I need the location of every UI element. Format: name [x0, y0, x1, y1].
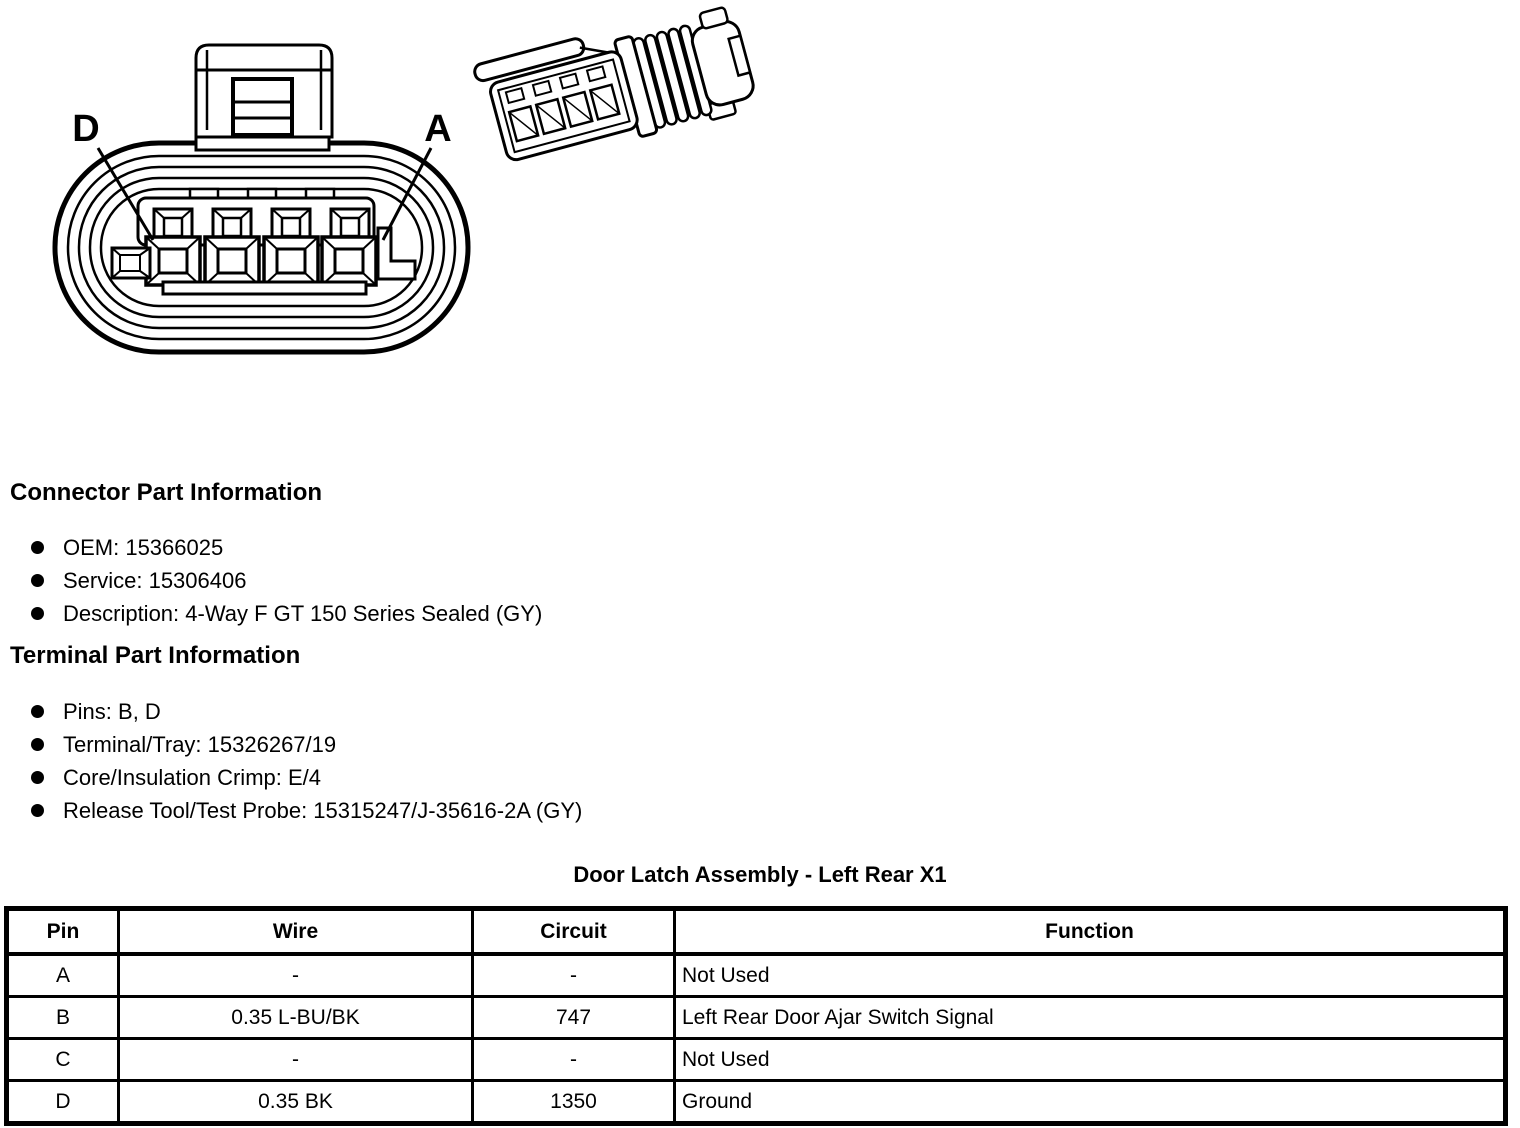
bullet-icon — [31, 607, 44, 620]
bullet-icon — [31, 541, 44, 554]
column-header-circuit: Circuit — [473, 909, 675, 955]
list-item-text: Release Tool/Test Probe: 15315247/J-35616-2A (GY) — [63, 797, 583, 823]
list-item — [31, 531, 542, 564]
lower-shelf — [163, 282, 366, 294]
list-item-text: Core/Insulation Crimp: E/4 — [63, 764, 321, 790]
connector-part-info-list — [31, 531, 542, 630]
table-row — [7, 954, 1506, 997]
list-item-text: Service: 15306406 — [63, 567, 247, 593]
cell-function: Left Rear Door Ajar Switch Signal — [675, 997, 1506, 1039]
connector-perspective-view-diagram — [473, 0, 759, 176]
lock-tab — [196, 45, 332, 150]
list-item — [31, 564, 542, 597]
keying-wedge — [112, 248, 150, 278]
cell-circuit: - — [473, 954, 675, 997]
table-row — [7, 1039, 1506, 1081]
table-header-row — [7, 909, 1506, 955]
pin-cavity-c — [205, 237, 259, 285]
cell-wire: 0.35 L-BU/BK — [119, 997, 473, 1039]
pin-label-d: D — [72, 108, 100, 150]
list-item — [31, 597, 542, 630]
cell-wire: 0.35 BK — [119, 1081, 473, 1124]
pin-cavity-a — [322, 237, 376, 285]
connector-diagrams — [0, 0, 800, 470]
cell-pin: A — [7, 954, 119, 997]
pinout-table — [4, 906, 1508, 1126]
cell-function: Not Used — [675, 1039, 1506, 1081]
cell-pin: D — [7, 1081, 119, 1124]
bullet-icon — [31, 738, 44, 751]
list-item-text: Terminal/Tray: 15326267/19 — [63, 731, 337, 757]
list-item — [31, 695, 582, 728]
cell-function: Ground — [675, 1081, 1506, 1124]
cell-wire: - — [119, 1039, 473, 1081]
column-header-wire: Wire — [119, 909, 473, 955]
connector-part-info-heading: Connector Part Information — [10, 479, 323, 506]
column-header-pin: Pin — [7, 909, 119, 955]
list-item-text: OEM: 15366025 — [63, 534, 224, 560]
pin-cavity-b — [264, 237, 318, 285]
cell-wire: - — [119, 954, 473, 997]
bullet-icon — [31, 574, 44, 587]
terminal-part-info-list — [31, 695, 582, 827]
table-row — [7, 1081, 1506, 1124]
bullet-icon — [31, 705, 44, 718]
column-header-function: Function — [675, 909, 1506, 955]
list-item-text: Pins: B, D — [63, 698, 161, 724]
cell-circuit: 747 — [473, 997, 675, 1039]
connector-front-view-diagram — [55, 45, 468, 352]
list-item — [31, 794, 582, 827]
cell-function: Not Used — [675, 954, 1506, 997]
pinout-table-title: Door Latch Assembly - Left Rear X1 — [573, 862, 947, 887]
cell-pin: B — [7, 997, 119, 1039]
pin-cavity-d — [146, 237, 200, 285]
list-item — [31, 728, 582, 761]
cell-circuit: 1350 — [473, 1081, 675, 1124]
pin-label-a: A — [424, 108, 452, 150]
table-row — [7, 997, 1506, 1039]
cell-circuit: - — [473, 1039, 675, 1081]
bullet-icon — [31, 804, 44, 817]
list-item — [31, 761, 582, 794]
list-item-text: Description: 4-Way F GT 150 Series Sealed (GY) — [63, 600, 543, 626]
cell-pin: C — [7, 1039, 119, 1081]
bullet-icon — [31, 771, 44, 784]
terminal-part-info-heading: Terminal Part Information — [10, 642, 301, 669]
